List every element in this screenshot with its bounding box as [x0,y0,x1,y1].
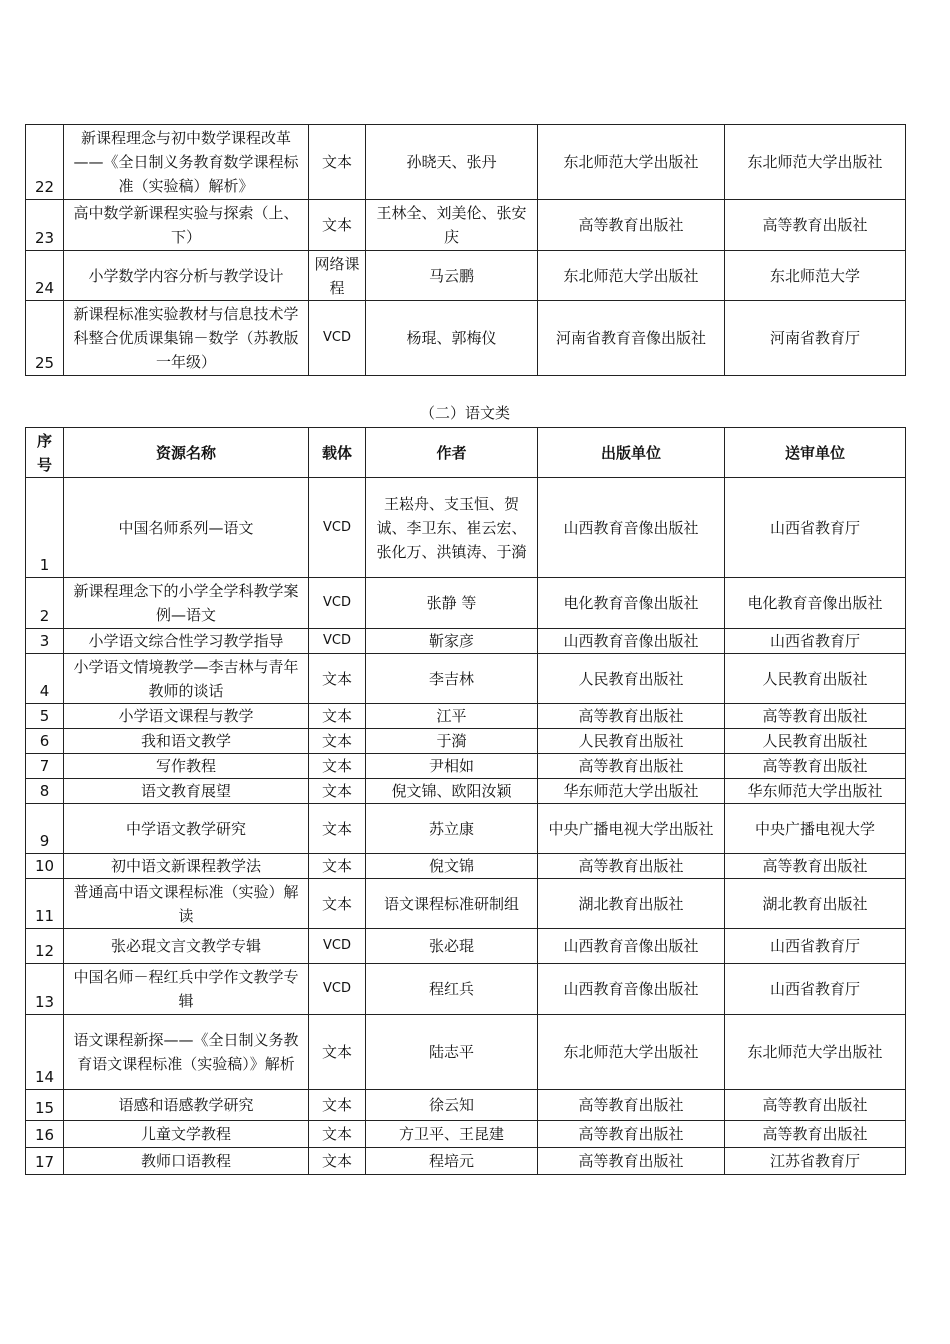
submitter: 高等教育出版社 [725,854,906,879]
row-number: 17 [26,1148,64,1175]
row-number: 1 [26,478,64,578]
table-row [26,578,906,629]
resource-name: 语感和语感教学研究 [64,1090,309,1121]
publisher: 高等教育出版社 [538,704,725,729]
table-row [26,754,906,779]
table-row [26,879,906,929]
section-title: （二）语文类 [419,404,510,422]
table-row [26,1121,906,1148]
author: 李吉林 [366,654,538,704]
carrier: VCD [309,629,366,654]
author: 倪文锦 [366,854,538,879]
publisher: 中央广播电视大学出版社 [538,804,725,854]
carrier: 文本 [309,879,366,929]
row-number: 8 [26,779,64,804]
resource-name: 教师口语教程 [64,1148,309,1175]
resource-name: 小学数学内容分析与教学设计 [64,251,309,301]
resource-name: 我和语文教学 [64,729,309,754]
submitter: 东北师范大学出版社 [725,125,906,200]
publisher: 东北师范大学出版社 [538,251,725,301]
submitter: 电化教育音像出版社 [725,578,906,629]
publisher: 山西教育音像出版社 [538,964,725,1015]
table-row [26,779,906,804]
author: 于漪 [366,729,538,754]
submitter: 东北师范大学出版社 [725,1015,906,1090]
resource-name: 高中数学新课程实验与探索（上、下） [64,200,309,251]
publisher: 山西教育音像出版社 [538,929,725,964]
carrier: VCD [309,301,366,376]
submitter: 高等教育出版社 [725,1121,906,1148]
publisher: 高等教育出版社 [538,854,725,879]
carrier: 文本 [309,854,366,879]
submitter: 高等教育出版社 [725,200,906,251]
row-number: 4 [26,654,64,704]
author: 王崧舟、支玉恒、贺诚、李卫东、崔云宏、张化万、洪镇涛、于漪 [366,478,538,578]
resource-name: 小学语文综合性学习教学指导 [64,629,309,654]
header-publisher: 出版单位 [538,428,725,478]
row-number: 2 [26,578,64,629]
publisher: 湖北教育出版社 [538,879,725,929]
resource-name: 张必琨文言文教学专辑 [64,929,309,964]
carrier: 文本 [309,200,366,251]
submitter: 高等教育出版社 [725,1090,906,1121]
carrier: VCD [309,929,366,964]
row-number: 14 [26,1015,64,1090]
resource-name: 普通高中语文课程标准（实验）解读 [64,879,309,929]
submitter: 山西省教育厅 [725,629,906,654]
submitter: 人民教育出版社 [725,654,906,704]
author: 张必琨 [366,929,538,964]
resource-name: 小学语文情境教学—李吉林与青年教师的谈话 [64,654,309,704]
row-number: 15 [26,1090,64,1121]
submitter: 湖北教育出版社 [725,879,906,929]
math-resources-table [25,124,906,376]
carrier: 文本 [309,779,366,804]
carrier: VCD [309,578,366,629]
carrier: 文本 [309,1015,366,1090]
author: 程培元 [366,1148,538,1175]
author: 江平 [366,704,538,729]
table-row [26,964,906,1015]
author: 苏立康 [366,804,538,854]
submitter: 华东师范大学出版社 [725,779,906,804]
submitter: 高等教育出版社 [725,704,906,729]
resource-name: 语文课程新探——《全日制义务教育语文课程标准（实验稿）》解析 [64,1015,309,1090]
header-submitter: 送审单位 [725,428,906,478]
row-number: 3 [26,629,64,654]
table-row [26,629,906,654]
header-name: 资源名称 [64,428,309,478]
publisher: 山西教育音像出版社 [538,629,725,654]
carrier: VCD [309,964,366,1015]
table-row [26,200,906,251]
publisher: 人民教育出版社 [538,654,725,704]
table-row [26,804,906,854]
author: 杨琨、郭梅仪 [366,301,538,376]
resource-name: 小学语文课程与教学 [64,704,309,729]
resource-name: 儿童文学教程 [64,1121,309,1148]
submitter: 中央广播电视大学 [725,804,906,854]
publisher: 高等教育出版社 [538,754,725,779]
submitter: 山西省教育厅 [725,964,906,1015]
resource-name: 写作教程 [64,754,309,779]
table-row [26,1148,906,1175]
carrier: 文本 [309,729,366,754]
author: 张静 等 [366,578,538,629]
publisher: 山西教育音像出版社 [538,478,725,578]
author: 徐云知 [366,1090,538,1121]
row-number: 12 [26,929,64,964]
publisher: 电化教育音像出版社 [538,578,725,629]
author: 孙晓天、张丹 [366,125,538,200]
carrier: 文本 [309,654,366,704]
resource-name: 新课程理念下的小学全学科教学案例—语文 [64,578,309,629]
carrier: 文本 [309,754,366,779]
table-row [26,1015,906,1090]
publisher: 东北师范大学出版社 [538,1015,725,1090]
table-row [26,251,906,301]
author: 王林全、刘美伦、张安庆 [366,200,538,251]
submitter: 人民教育出版社 [725,729,906,754]
carrier: 网络课程 [309,251,366,301]
resource-name: 中学语文教学研究 [64,804,309,854]
carrier: 文本 [309,1148,366,1175]
submitter: 东北师范大学 [725,251,906,301]
author: 尹相如 [366,754,538,779]
table-row [26,929,906,964]
author: 倪文锦、欧阳汝颖 [366,779,538,804]
author: 方卫平、王昆建 [366,1121,538,1148]
row-number: 22 [26,125,64,200]
table-row [26,654,906,704]
publisher: 华东师范大学出版社 [538,779,725,804]
publisher: 高等教育出版社 [538,1090,725,1121]
carrier: 文本 [309,704,366,729]
header-number: 序号 [26,428,64,478]
publisher: 人民教育出版社 [538,729,725,754]
submitter: 江苏省教育厅 [725,1148,906,1175]
author: 程红兵 [366,964,538,1015]
row-number: 16 [26,1121,64,1148]
submitter: 山西省教育厅 [725,929,906,964]
row-number: 23 [26,200,64,251]
submitter: 河南省教育厅 [725,301,906,376]
author: 语文课程标准研制组 [366,879,538,929]
resource-name: 中国名师－程红兵中学作文教学专辑 [64,964,309,1015]
row-number: 13 [26,964,64,1015]
author: 马云鹏 [366,251,538,301]
submitter: 高等教育出版社 [725,754,906,779]
table-header-row [26,428,906,478]
chinese-resources-table [25,427,906,1175]
table-row [26,854,906,879]
row-number: 25 [26,301,64,376]
author: 陆志平 [366,1015,538,1090]
header-author: 作者 [366,428,538,478]
row-number: 7 [26,754,64,779]
carrier: 文本 [309,1121,366,1148]
row-number: 10 [26,854,64,879]
table-row [26,478,906,578]
carrier: 文本 [309,804,366,854]
publisher: 高等教育出版社 [538,200,725,251]
table-row [26,729,906,754]
table-row [26,704,906,729]
carrier: 文本 [309,1090,366,1121]
table-row [26,301,906,376]
table-row [26,125,906,200]
publisher: 河南省教育音像出版社 [538,301,725,376]
row-number: 5 [26,704,64,729]
table-row [26,1090,906,1121]
publisher: 高等教育出版社 [538,1148,725,1175]
submitter: 山西省教育厅 [725,478,906,578]
row-number: 9 [26,804,64,854]
header-carrier: 载体 [309,428,366,478]
row-number: 24 [26,251,64,301]
row-number: 11 [26,879,64,929]
resource-name: 中国名师系列—语文 [64,478,309,578]
publisher: 东北师范大学出版社 [538,125,725,200]
resource-name: 新课程标准实验教材与信息技术学科整合优质课集锦－数学（苏教版一年级） [64,301,309,376]
carrier: 文本 [309,125,366,200]
author: 靳家彦 [366,629,538,654]
resource-name: 初中语文新课程教学法 [64,854,309,879]
carrier: VCD [309,478,366,578]
resource-name: 新课程理念与初中数学课程改革——《全日制义务教育数学课程标准（实验稿）解析》 [64,125,309,200]
row-number: 6 [26,729,64,754]
publisher: 高等教育出版社 [538,1121,725,1148]
resource-name: 语文教育展望 [64,779,309,804]
